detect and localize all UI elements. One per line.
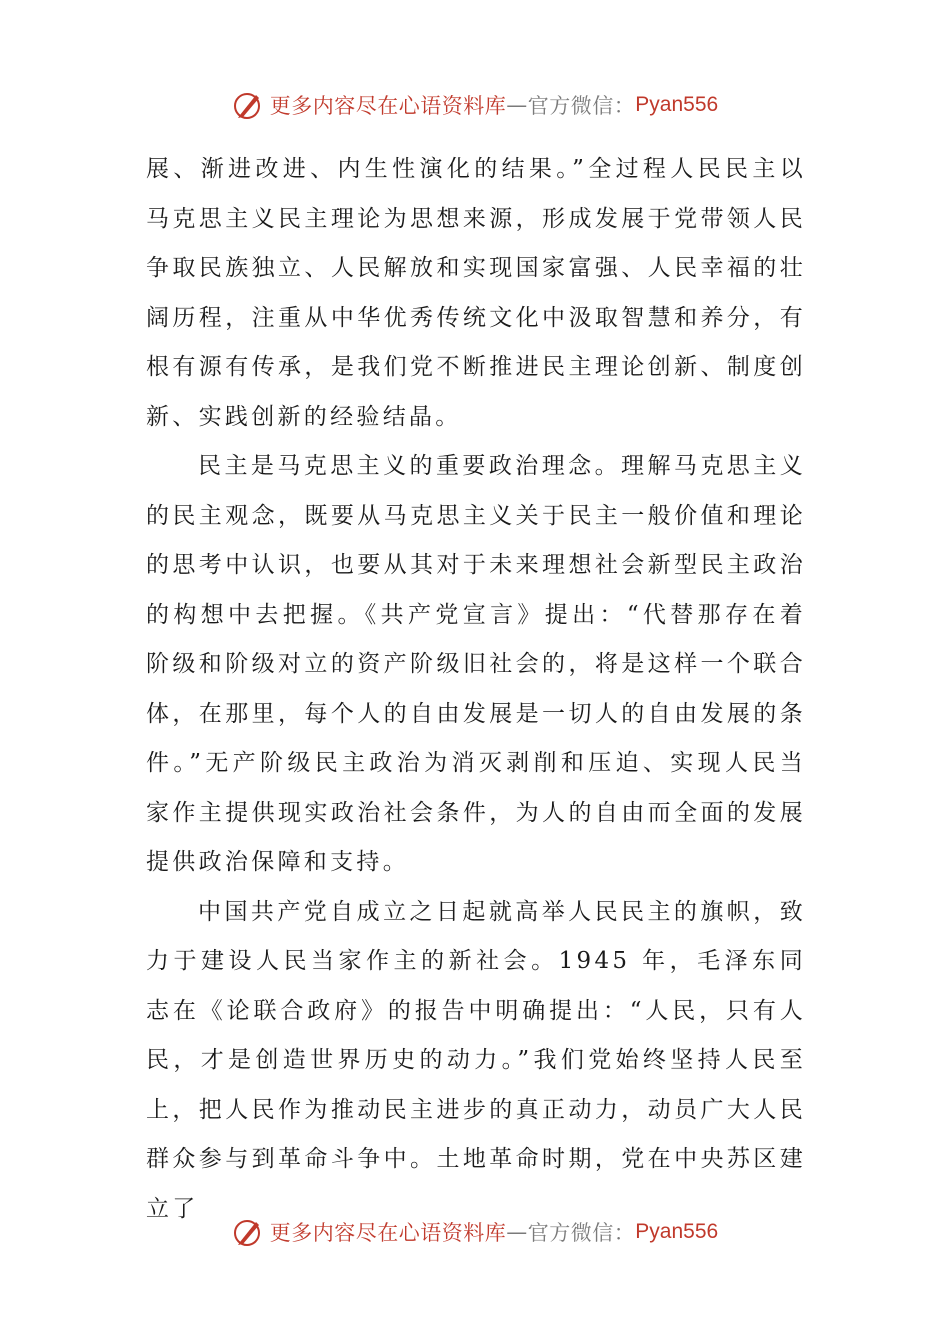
footer-banner	[0, 1212, 950, 1252]
banner-red-text: 更多内容尽在心语资料库	[269, 1221, 507, 1245]
banner-gray-text: 官方微信：	[527, 1221, 636, 1245]
paragraph-1: 展、渐进改进、内生性演化的结果。”全过程人民民主以马克思主义民主理论为思想来源，形成发展于党带领人民争取民族独立、人民解放和实现国家富强、人民幸福的壮阔历程，注重从中华优秀传统文化中汲取智慧和养分，有根有源有传承，是我们党不断推进民主理论创新、制度创新、实践创新的经验结晶。	[146, 156, 806, 430]
banner-gray-text: 官方微信：	[527, 94, 636, 118]
header-banner	[0, 85, 950, 125]
pen-circle-icon	[232, 1216, 264, 1248]
banner-red-text: 更多内容尽在心语资料库	[269, 94, 507, 118]
banner-dash: —	[506, 93, 528, 117]
pen-circle-icon	[232, 89, 264, 121]
banner-handle: Pyan556	[635, 1220, 719, 1243]
paragraph-2: 民主是马克思主义的重要政治理念。理解马克思主义的民主观念，既要从马克思主义关于民主一般价值和理论的思考中认识，也要从其对于未来理想社会新型民主政治的构想中去把握。《共产党宣言》提出：“代替那存在着阶级和阶级对立的资产阶级旧社会的，将是这样一个联合体，在那里，每个人的自由发展是一切人的自由发展的条件。”无产阶级民主政治为消灭剥削和压迫、实现人民当家作主提供现实政治社会条件，为人的自由而全面的发展提供政治保障和支持。	[146, 453, 806, 875]
document-body	[146, 145, 806, 1234]
banner-dash: —	[506, 1220, 528, 1244]
banner-handle: Pyan556	[635, 93, 719, 116]
paragraph-3: 中国共产党自成立之日起就高举人民民主的旗帜，致力于建设人民当家作主的新社会。1945 年，毛泽东同志在《论联合政府》的报告中明确提出：“人民，只有人民，才是创造世界历史的动力。”我们党始终坚持人民至上，把人民作为推动民主进步的真正动力，动员广大人民群众参与到革命斗争中。土地革命时期，党在中央苏区建立了	[146, 898, 806, 1222]
